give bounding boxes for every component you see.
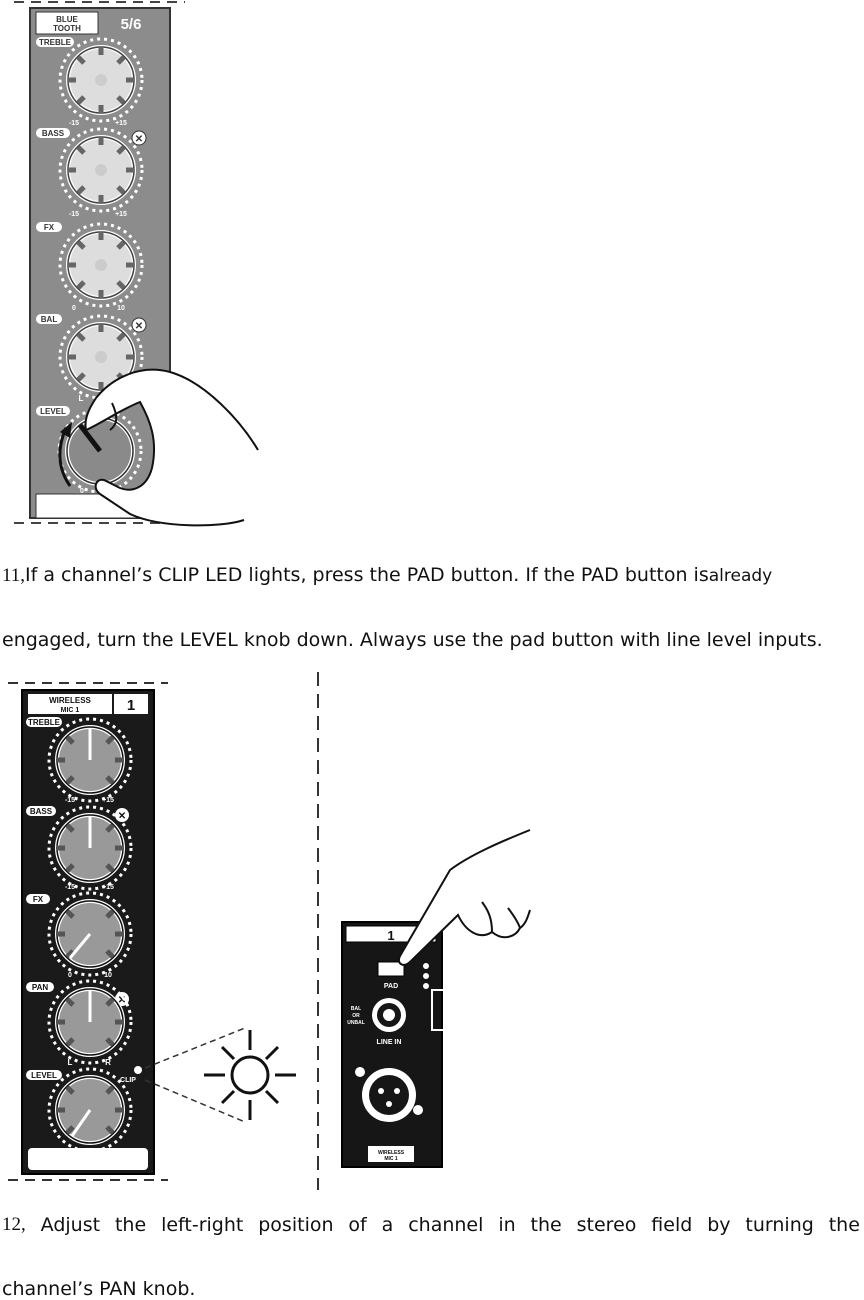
svg-text:10: 10 (104, 1149, 112, 1156)
svg-text:+15: +15 (115, 211, 127, 218)
svg-text:FX: FX (32, 895, 44, 904)
svg-text:-15: -15 (68, 120, 80, 127)
light-burst-icon (204, 1030, 296, 1120)
strip-title-2: MIC 1 (60, 707, 80, 714)
svg-text:LINE IN: LINE IN (376, 1039, 402, 1046)
svg-text:OR: OR (352, 1013, 360, 1019)
strip-channel-number: 1 (126, 697, 136, 714)
pointing-hand-illustration (399, 830, 530, 965)
svg-text:PAN: PAN (31, 983, 49, 992)
paragraph-11-line-2: engaged, turn the LEVEL knob down. Always use the pad button with line level inputs. (2, 629, 823, 651)
svg-text:-15: -15 (64, 884, 76, 891)
figure-wireless-channel (0, 670, 560, 1195)
label-bass: BASS (41, 129, 65, 138)
paragraph-12-line-1: 12, Adjust the left-right position of a channel in the stereo field by turning the (2, 1214, 860, 1236)
svg-text:-15: -15 (64, 797, 76, 804)
strip-title-1: BLUE (56, 15, 78, 24)
svg-text:0: 0 (72, 305, 76, 312)
svg-text:✕: ✕ (134, 134, 144, 145)
figure-bluetooth-channel (0, 0, 300, 530)
svg-text:PAD: PAD (383, 983, 399, 990)
label-bal: BAL (40, 315, 58, 324)
svg-text:L: L (78, 394, 84, 403)
svg-text:L: L (67, 1058, 73, 1067)
paragraph-11-line-1: 11,If a channel’s CLIP LED lights, press the PAD button. If the PAD button isalready (2, 564, 773, 586)
paragraph-number: 12, (2, 1214, 26, 1235)
svg-text:R: R (105, 1058, 111, 1067)
label-treble: TREBLE (39, 38, 71, 47)
svg-text:✕: ✕ (134, 321, 144, 332)
svg-text:+15: +15 (102, 884, 114, 891)
paragraph-number: 11, (2, 565, 26, 586)
svg-text:LEVEL: LEVEL (31, 1071, 57, 1080)
svg-text:✕: ✕ (117, 811, 127, 822)
label-level: LEVEL (40, 407, 66, 416)
line-in-jack[interactable] (372, 998, 406, 1032)
clip-led (134, 1066, 142, 1074)
svg-text:TREBLE: TREBLE (28, 718, 60, 727)
svg-text:BAL: BAL (350, 1006, 362, 1012)
svg-text:1: 1 (387, 928, 395, 943)
svg-text:WIRELESS: WIRELESS (377, 1150, 405, 1156)
svg-text:-15: -15 (68, 211, 80, 218)
svg-text:+15: +15 (115, 120, 127, 127)
svg-text:BASS: BASS (29, 807, 53, 816)
label-fx: FX (43, 223, 55, 232)
svg-text:0: 0 (80, 488, 84, 495)
svg-text:10: 10 (104, 972, 112, 979)
svg-text:✕: ✕ (117, 995, 127, 1006)
strip-title-2: TOOTH (53, 24, 81, 33)
svg-text:0: 0 (68, 1149, 72, 1156)
svg-text:UNBAL: UNBAL (347, 1020, 365, 1026)
strip-title-1: WIRELESS (49, 696, 91, 705)
svg-text:10: 10 (117, 305, 125, 312)
strip-channel-number: 5/6 (120, 16, 142, 33)
xlr-input[interactable] (362, 1068, 416, 1122)
svg-text:+15: +15 (102, 797, 114, 804)
svg-text:CLIP: CLIP (120, 1077, 136, 1084)
paragraph-12-line-2: channel’s PAN knob. (2, 1278, 196, 1300)
svg-text:0: 0 (68, 972, 72, 979)
svg-text:MIC 1: MIC 1 (384, 1156, 398, 1162)
